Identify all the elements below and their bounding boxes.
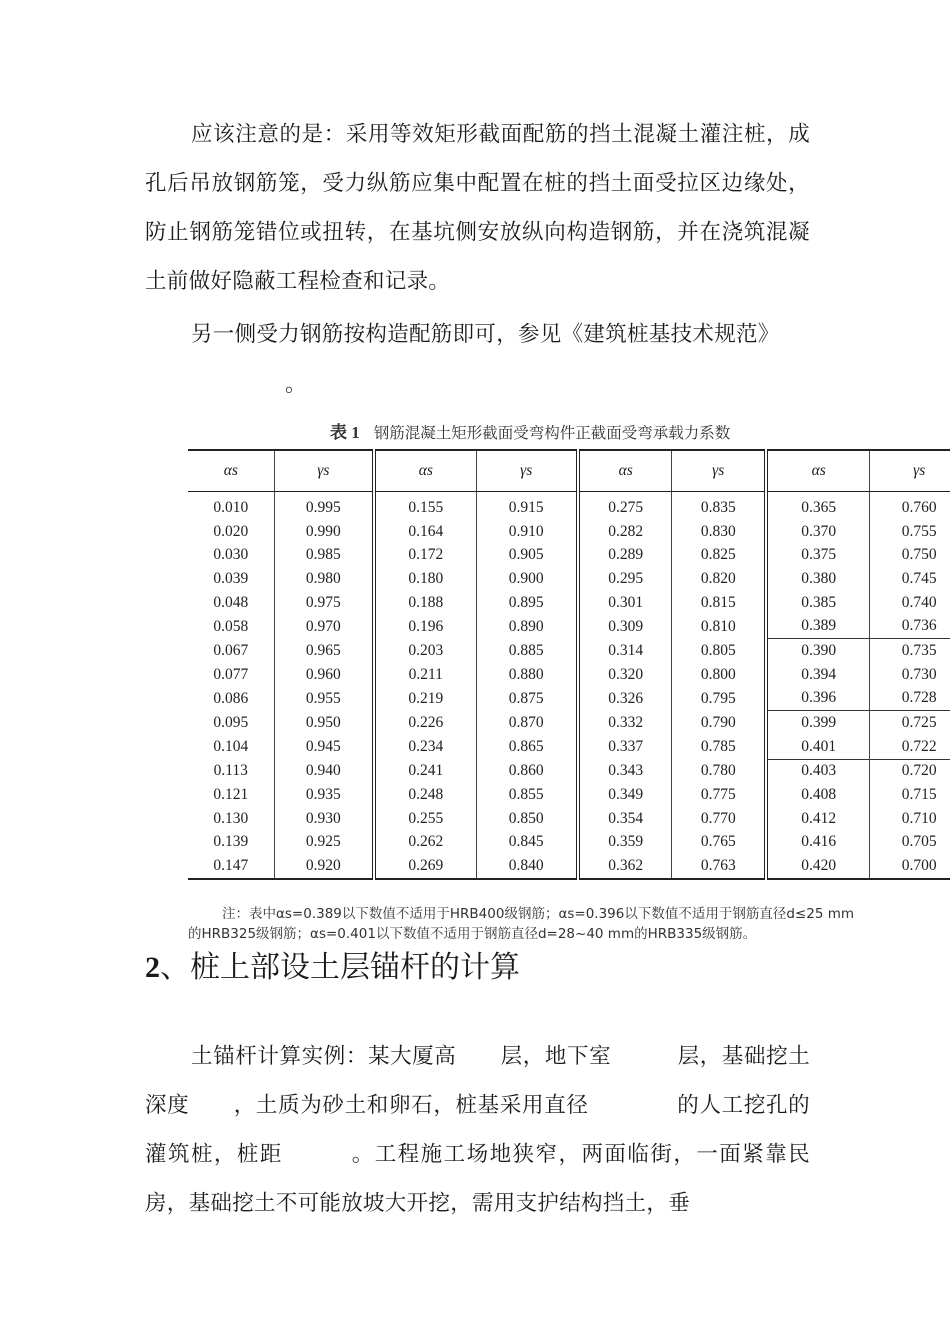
cell-gamma: 0.940 [274, 759, 374, 783]
cell-alpha: 0.255 [374, 807, 476, 831]
cell-alpha: 0.219 [374, 687, 476, 711]
cell-alpha: 0.337 [578, 735, 672, 759]
cell-alpha: 0.320 [578, 663, 672, 687]
cell-gamma: 0.920 [274, 854, 374, 879]
cell-alpha: 0.380 [766, 567, 870, 591]
cell-alpha: 0.408 [766, 783, 870, 807]
cell-gamma: 0.790 [672, 711, 766, 735]
cell-gamma: 0.830 [672, 520, 766, 544]
table-row [188, 831, 950, 855]
cell-alpha: 0.121 [213, 786, 249, 804]
cell-alpha: 0.211 [374, 663, 476, 687]
cell-gamma: 0.800 [672, 663, 766, 687]
table-row [188, 543, 950, 567]
table-row [188, 783, 950, 807]
cell-alpha: 0.269 [374, 854, 476, 879]
cell-alpha: 0.385 [766, 591, 870, 615]
cell-gamma: 0.820 [672, 567, 766, 591]
cell-gamma: 0.875 [476, 687, 578, 711]
cell-gamma: 0.805 [672, 639, 766, 663]
cell-gamma: 0.945 [274, 735, 374, 759]
cell-alpha: 0.196 [374, 614, 476, 638]
table-row [188, 687, 950, 711]
cell-gamma: 0.955 [274, 687, 374, 711]
cell-gamma: 0.985 [274, 543, 374, 567]
cell-alpha: 0.155 [374, 492, 476, 520]
cell-gamma: 0.900 [476, 567, 578, 591]
table-row [188, 711, 950, 735]
cell-gamma: 0.890 [476, 614, 578, 638]
cell-gamma: 0.935 [274, 783, 374, 807]
cell-gamma: 0.905 [476, 543, 578, 567]
cell-gamma: 0.815 [672, 591, 766, 615]
cell-alpha: 0.180 [374, 567, 476, 591]
cell-alpha: 0.309 [578, 614, 672, 638]
cell-gamma: 0.885 [476, 639, 578, 663]
table-caption-text: 钢筋混凝土矩形截面受弯构件正截面受弯承载力系数 [373, 424, 731, 442]
cell-alpha: 0.396 [766, 687, 870, 711]
cell-alpha: 0.375 [766, 543, 870, 567]
cell-alpha: 0.203 [374, 639, 476, 663]
cell-gamma: 0.980 [274, 567, 374, 591]
cell-gamma: 0.765 [672, 831, 766, 855]
cell-gamma: 0.845 [476, 831, 578, 855]
cell-gamma: 0.730 [870, 663, 950, 687]
cell-alpha: 0.301 [578, 591, 672, 615]
cell-gamma: 0.825 [672, 543, 766, 567]
table-body [188, 492, 950, 880]
cell-alpha: 0.147 [213, 857, 249, 875]
cell-alpha: 0.403 [766, 759, 870, 783]
table-row [188, 735, 950, 759]
header-gamma: γs [476, 450, 578, 492]
cell-gamma: 0.728 [870, 687, 950, 711]
cell-alpha: 0.359 [578, 831, 672, 855]
cell-alpha: 0.139 [213, 833, 249, 851]
cell-gamma: 0.710 [870, 807, 950, 831]
cell-gamma: 0.722 [870, 735, 950, 759]
cell-alpha: 0.343 [578, 759, 672, 783]
cell-alpha: 0.416 [766, 831, 870, 855]
cell-gamma: 0.950 [274, 711, 374, 735]
cell-alpha: 0.095 [213, 713, 249, 731]
cell-gamma: 0.736 [870, 614, 950, 638]
cell-alpha: 0.362 [578, 854, 672, 879]
cell-gamma: 0.795 [672, 687, 766, 711]
cell-gamma: 0.835 [672, 492, 766, 520]
table-row [188, 663, 950, 687]
cell-gamma: 0.870 [476, 711, 578, 735]
cell-alpha: 0.412 [766, 807, 870, 831]
cell-gamma: 0.725 [870, 711, 950, 735]
cell-gamma: 0.780 [672, 759, 766, 783]
section-heading [145, 944, 520, 992]
section-title: 、桩上部设土层锚杆的计算 [160, 950, 520, 985]
cell-alpha: 0.394 [766, 663, 870, 687]
cell-gamma: 0.970 [274, 614, 374, 638]
cell-gamma: 0.705 [870, 831, 950, 855]
cell-gamma: 0.785 [672, 735, 766, 759]
cell-gamma: 0.975 [274, 591, 374, 615]
cell-gamma: 0.880 [476, 663, 578, 687]
cell-alpha: 0.401 [766, 735, 870, 759]
cell-gamma: 0.763 [672, 854, 766, 879]
cell-alpha: 0.314 [578, 639, 672, 663]
cell-alpha: 0.399 [766, 711, 870, 735]
cell-alpha: 0.113 [213, 762, 248, 780]
cell-alpha: 0.389 [766, 614, 870, 638]
table-note-line1: 注：表中αs=0.389以下数值不适用于HRB400级钢筋；αs=0.396以下数值不适用于钢筋直径d≤25 mm [222, 906, 854, 922]
cell-alpha: 0.241 [374, 759, 476, 783]
cell-alpha: 0.370 [766, 520, 870, 544]
cell-alpha: 0.030 [213, 546, 249, 564]
cell-alpha: 0.010 [213, 498, 249, 516]
cell-gamma: 0.700 [870, 854, 950, 879]
cell-gamma: 0.995 [274, 492, 374, 520]
header-gamma: γs [274, 450, 374, 492]
cell-gamma: 0.720 [870, 759, 950, 783]
cell-gamma: 0.755 [870, 520, 950, 544]
cell-gamma: 0.740 [870, 591, 950, 615]
cell-alpha: 0.130 [213, 809, 249, 827]
header-gamma: γs [672, 450, 766, 492]
cell-gamma: 0.770 [672, 807, 766, 831]
cell-alpha: 0.172 [374, 543, 476, 567]
cell-alpha: 0.058 [213, 617, 249, 635]
cell-gamma: 0.965 [274, 639, 374, 663]
cell-gamma: 0.910 [476, 520, 578, 544]
cell-alpha: 0.326 [578, 687, 672, 711]
table-row [188, 492, 950, 520]
cell-alpha: 0.420 [766, 854, 870, 879]
table-row [188, 520, 950, 544]
table-row [188, 807, 950, 831]
paragraph-other-side: 另一侧受力钢筋按构造配筋即可，参见《建筑桩基技术规范》 [191, 322, 780, 347]
cell-gamma: 0.990 [274, 520, 374, 544]
cell-alpha: 0.262 [374, 831, 476, 855]
cell-alpha: 0.188 [374, 591, 476, 615]
cell-gamma: 0.915 [476, 492, 578, 520]
cell-gamma: 0.960 [274, 663, 374, 687]
table-header-row [188, 450, 950, 492]
cell-alpha: 0.164 [374, 520, 476, 544]
table-row [188, 759, 950, 783]
cell-alpha: 0.077 [213, 665, 249, 683]
section-number: 2 [145, 951, 160, 984]
cell-gamma: 0.930 [274, 807, 374, 831]
cell-gamma: 0.760 [870, 492, 950, 520]
cell-gamma: 0.750 [870, 543, 950, 567]
table-row [188, 591, 950, 615]
table-note [188, 904, 950, 944]
cell-alpha: 0.086 [213, 689, 249, 707]
table-row [188, 639, 950, 663]
table-caption [330, 418, 730, 443]
cell-alpha: 0.039 [213, 569, 249, 587]
header-gamma: γs [870, 450, 950, 492]
cell-alpha: 0.282 [578, 520, 672, 544]
cell-alpha: 0.275 [578, 492, 672, 520]
cell-alpha: 0.020 [213, 522, 249, 540]
paragraph-note-reinforcement: 应该注意的是：采用等效矩形截面配筋的挡土混凝土灌注桩，成孔后吊放钢筋笼，受力纵筋应集中配置在桩的挡土面受拉区边缘处，防止钢筋笼错位或扭转，在基坑侧安放纵向构造钢筋，并在浇筑混凝土前做好隐蔽工程检查和记录。 [145, 122, 810, 294]
cell-gamma: 0.925 [274, 831, 374, 855]
cell-gamma: 0.715 [870, 783, 950, 807]
cell-gamma: 0.745 [870, 567, 950, 591]
coefficient-table-container [188, 449, 950, 890]
paragraph-end-mark: 。 [285, 372, 307, 397]
header-alpha: αs [578, 450, 672, 492]
cell-gamma: 0.895 [476, 591, 578, 615]
cell-alpha: 0.332 [578, 711, 672, 735]
cell-alpha: 0.390 [766, 639, 870, 663]
cell-alpha: 0.226 [374, 711, 476, 735]
cell-gamma: 0.775 [672, 783, 766, 807]
cell-alpha: 0.104 [213, 737, 249, 755]
cell-alpha: 0.354 [578, 807, 672, 831]
header-alpha: αs [766, 450, 870, 492]
cell-gamma: 0.865 [476, 735, 578, 759]
table-note-line2: 的HRB325级钢筋；αs=0.401以下数值不适用于钢筋直径d=28~40 mm的HRB335级钢筋。 [188, 926, 757, 942]
cell-gamma: 0.860 [476, 759, 578, 783]
cell-alpha: 0.349 [578, 783, 672, 807]
cell-gamma: 0.850 [476, 807, 578, 831]
cell-alpha: 0.289 [578, 543, 672, 567]
header-alpha: αs [374, 450, 476, 492]
coefficient-table [188, 449, 950, 880]
cell-gamma: 0.840 [476, 854, 578, 879]
cell-alpha: 0.234 [374, 735, 476, 759]
table-row [188, 854, 950, 879]
cell-alpha: 0.048 [213, 593, 249, 611]
cell-alpha: 0.067 [213, 641, 249, 659]
table-caption-number: 表 1 [330, 423, 360, 442]
cell-gamma: 0.810 [672, 614, 766, 638]
paragraph-anchor-example: 土锚杆计算实例：某大厦高 层，地下室 层，基础挖土深度 ，土质为砂土和卵石，桩基采用直径 的人工挖孔的灌筑桩，桩距 。工程施工场地狭窄，两面临街，一面紧靠民房，基础挖土不可能放坡大开挖，需用支护结构挡土，垂 [145, 1044, 810, 1216]
table-row [188, 614, 950, 638]
cell-alpha: 0.248 [374, 783, 476, 807]
cell-alpha: 0.295 [578, 567, 672, 591]
table-row [188, 567, 950, 591]
header-alpha: αs [188, 450, 274, 492]
cell-gamma: 0.735 [870, 639, 950, 663]
cell-gamma: 0.855 [476, 783, 578, 807]
cell-alpha: 0.365 [766, 492, 870, 520]
